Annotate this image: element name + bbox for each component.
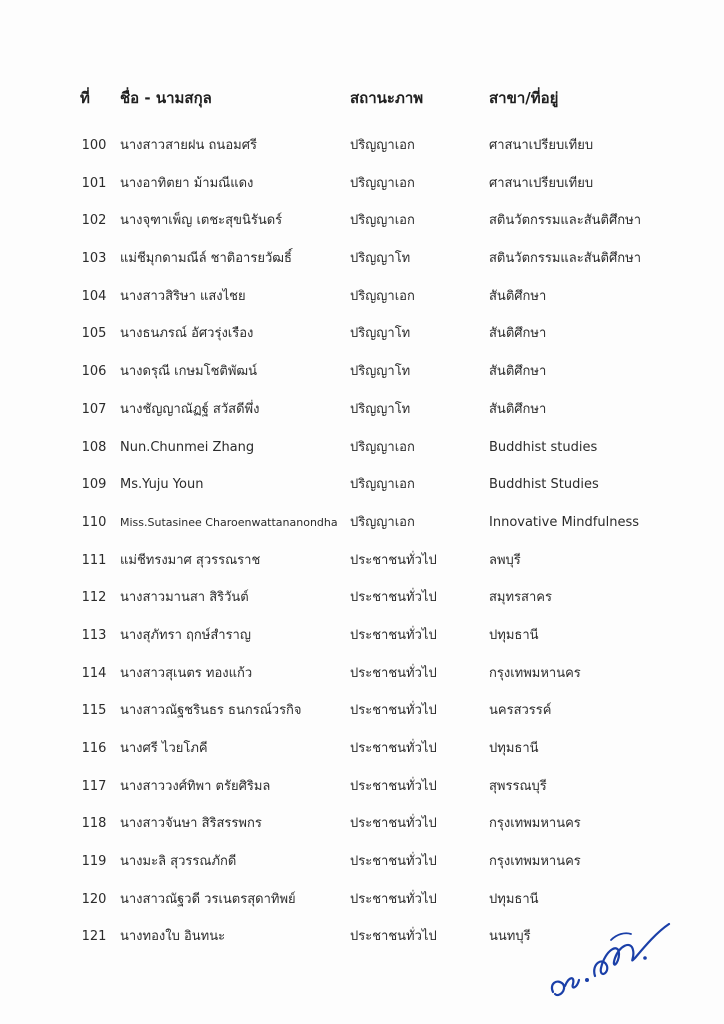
row-status: ประชาชนทั่วไป xyxy=(350,929,437,945)
row-status: ประชาชนทั่วไป xyxy=(350,891,437,907)
header-name: ชื่อ - นามสกุล xyxy=(120,89,212,107)
row-status: ปริญญาโท xyxy=(350,401,411,417)
row-status: ประชาชนทั่วไป xyxy=(350,741,437,756)
row-status: ปริญญาเอก xyxy=(350,138,415,153)
row-name: นางศรี ไวยโภคี xyxy=(120,741,208,756)
row-name: นางสาวสิริษา แสงไชย xyxy=(120,288,246,304)
table-row xyxy=(0,513,724,551)
row-name: นางสาวสายฝน ถนอมศรี xyxy=(120,138,257,153)
row-no: 100 xyxy=(81,138,107,153)
row-no: 119 xyxy=(81,854,107,870)
row-no: 103 xyxy=(81,251,107,267)
table-row xyxy=(0,588,724,626)
header-branch: สาขา/ที่อยู่ xyxy=(489,89,559,107)
row-status: ประชาชนทั่วไป xyxy=(350,778,437,794)
row-no: 101 xyxy=(81,175,107,191)
row-no: 116 xyxy=(81,741,107,756)
row-branch: ปทุมธานี xyxy=(489,891,539,907)
table-body xyxy=(0,136,724,965)
row-branch: ปทุมธานี xyxy=(489,741,539,756)
row-branch: นครสวรรค์ xyxy=(489,703,552,719)
row-name: นางมะลิ สุวรรณภักดี xyxy=(120,854,237,870)
table-row xyxy=(0,626,724,664)
row-branch: สตินวัตกรรมและสันติศึกษา xyxy=(489,251,641,267)
row-no: 118 xyxy=(81,816,107,832)
row-branch: Buddhist studies xyxy=(489,439,598,455)
row-no: 121 xyxy=(81,929,107,945)
row-name: นางอาทิตยา ม้ามณีแดง xyxy=(120,175,254,191)
row-status: ประชาชนทั่วไป xyxy=(350,665,437,681)
row-no: 111 xyxy=(81,552,107,568)
row-no: 105 xyxy=(81,326,107,342)
row-branch: สันติศึกษา xyxy=(489,364,547,380)
row-no: 106 xyxy=(81,364,107,380)
row-name: Miss.Sutasinee Charoenwattananondha xyxy=(120,515,338,529)
row-no: 108 xyxy=(81,439,107,455)
row-status: ประชาชนทั่วไป xyxy=(350,552,437,568)
row-branch: สุพรรณบุรี xyxy=(489,778,547,794)
table-row xyxy=(0,701,724,739)
table-row xyxy=(0,324,724,362)
row-status: ประชาชนทั่วไป xyxy=(350,854,437,870)
table-header xyxy=(0,86,724,110)
table-row xyxy=(0,777,724,815)
row-no: 112 xyxy=(81,590,107,606)
row-status: ปริญญาโท xyxy=(350,251,411,267)
row-name: นางชัญญาณัฏฐ์ สวัสดีพึ่ง xyxy=(120,401,260,417)
row-branch: สันติศึกษา xyxy=(489,288,547,304)
row-branch: กรุงเทพมหานคร xyxy=(489,665,581,681)
row-no: 104 xyxy=(81,288,107,304)
row-no: 113 xyxy=(81,627,107,643)
row-branch: สันติศึกษา xyxy=(489,401,547,417)
table-row xyxy=(0,475,724,513)
row-no: 120 xyxy=(81,891,107,907)
row-name: นางทองใบ อินทนะ xyxy=(120,929,226,945)
row-status: ประชาชนทั่วไป xyxy=(350,703,437,719)
row-branch: สตินวัตกรรมและสันติศึกษา xyxy=(489,213,641,229)
row-branch: สันติศึกษา xyxy=(489,326,547,342)
row-name: นางสาวณัฐชรินธร ธนกรณ์วรกิจ xyxy=(120,703,302,719)
table-row xyxy=(0,551,724,589)
row-name: Ms.Yuju Youn xyxy=(120,477,204,493)
row-status: ปริญญาเอก xyxy=(350,288,415,304)
row-status: ปริญญาเอก xyxy=(350,175,415,191)
table-row xyxy=(0,362,724,400)
row-name: นางธนภรณ์ อัศวรุ่งเรือง xyxy=(120,326,254,342)
row-no: 114 xyxy=(81,665,107,681)
row-no: 117 xyxy=(81,778,107,794)
row-status: ปริญญาโท xyxy=(350,364,411,380)
row-name: นางสาวจันษา สิริสรรพกร xyxy=(120,816,262,832)
row-branch: กรุงเทพมหานคร xyxy=(489,854,581,870)
row-branch: สมุทรสาคร xyxy=(489,590,552,606)
row-status: ปริญญาโท xyxy=(350,326,411,342)
table-row xyxy=(0,249,724,287)
header-status: สถานะภาพ xyxy=(350,89,424,107)
table-row xyxy=(0,739,724,777)
row-no: 109 xyxy=(81,477,107,493)
table-row xyxy=(0,136,724,174)
row-name: Nun.Chunmei Zhang xyxy=(120,439,255,455)
row-status: ประชาชนทั่วไป xyxy=(350,590,437,606)
row-branch: ศาสนาเปรียบเทียบ xyxy=(489,138,594,153)
row-status: ประชาชนทั่วไป xyxy=(350,627,437,643)
table-row xyxy=(0,287,724,325)
row-name: นางสาววงศ์ทิพา ตรัยศิริมล xyxy=(120,778,271,794)
table-row xyxy=(0,438,724,476)
table-row xyxy=(0,814,724,852)
table-row xyxy=(0,400,724,438)
row-name: นางดรุณี เกษมโชติพัฒน์ xyxy=(120,364,258,380)
row-branch: ศาสนาเปรียบเทียบ xyxy=(489,175,594,191)
row-branch: ลพบุรี xyxy=(489,552,521,568)
row-status: ปริญญาเอก xyxy=(350,213,415,229)
table-row xyxy=(0,211,724,249)
table-row xyxy=(0,174,724,212)
row-status: ประชาชนทั่วไป xyxy=(350,816,437,832)
row-name: แม่ชีมุกดามณีล์ ชาติอารยวัฒธิ์ xyxy=(120,251,292,267)
row-branch: นนทบุรี xyxy=(489,929,531,945)
row-no: 115 xyxy=(81,703,107,719)
header-no: ที่ xyxy=(80,89,90,107)
row-name: นางสาวมานสา สิริวันต์ xyxy=(120,590,249,606)
row-name: แม่ชีทรงมาศ สุวรรณราช xyxy=(120,552,261,568)
row-name: นางสาวณัฐวดี วรเนตรสุดาทิพย์ xyxy=(120,891,296,907)
row-branch: Buddhist Studies xyxy=(489,477,599,493)
row-branch: ปทุมธานี xyxy=(489,627,539,643)
row-status: ปริญญาเอก xyxy=(350,439,415,455)
row-branch: Innovative Mindfulness xyxy=(489,514,639,530)
row-name: นางสุภัทรา ฤกษ์สำราญ xyxy=(120,627,251,643)
row-name: นางจุฑาเพ็ญ เตชะสุขนิรันดร์ xyxy=(120,213,283,229)
row-name: นางสาวสุเนตร ทองแก้ว xyxy=(120,665,253,681)
row-no: 107 xyxy=(81,401,107,417)
row-no: 102 xyxy=(81,213,107,229)
table-row xyxy=(0,664,724,702)
row-status: ปริญญาเอก xyxy=(350,477,415,493)
row-branch: กรุงเทพมหานคร xyxy=(489,816,581,832)
row-status: ปริญญาเอก xyxy=(350,514,415,530)
row-no: 110 xyxy=(81,514,107,530)
handwritten-signature xyxy=(545,880,675,1010)
